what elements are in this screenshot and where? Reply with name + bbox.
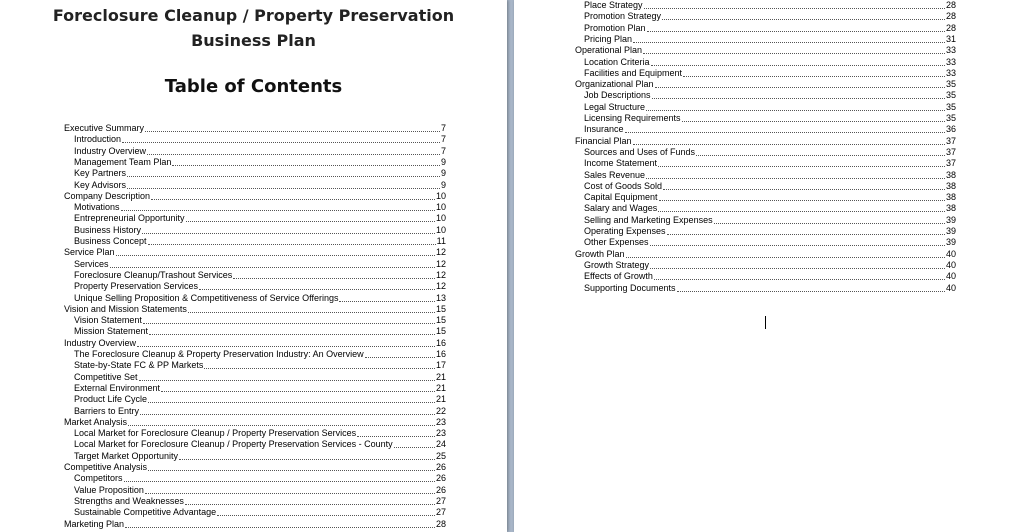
toc-entry-title: Capital Equipment [584, 192, 658, 203]
toc-entry[interactable] [584, 68, 956, 79]
toc-entry[interactable] [575, 136, 956, 147]
toc-entry[interactable] [74, 349, 446, 360]
toc-entry-title: Entrepreneurial Opportunity [74, 213, 185, 224]
toc-dot-leader [643, 45, 945, 54]
toc-entry-title: Organizational Plan [575, 79, 654, 90]
toc-entry-title: Promotion Strategy [584, 11, 662, 22]
toc-entry-page: 27 [435, 507, 446, 518]
toc-dot-leader [145, 123, 440, 132]
toc-dot-leader [651, 57, 945, 66]
toc-entry-page: 26 [435, 462, 446, 472]
toc-entry-title: Pricing Plan [584, 33, 633, 44]
toc-entry-page: 15 [435, 326, 446, 337]
toc-entry-page: 21 [435, 371, 446, 382]
toc-entry[interactable] [584, 226, 956, 237]
toc-dot-leader [652, 90, 945, 99]
toc-entry-page: 12 [435, 269, 446, 280]
text-cursor [765, 316, 766, 329]
toc-entry[interactable] [584, 23, 956, 34]
toc-dot-leader [147, 146, 440, 155]
toc-entry[interactable] [74, 202, 446, 213]
toc-entry-title: Other Expenses [584, 237, 649, 248]
toc-entry-title: Legal Structure [584, 101, 646, 112]
toc-entry-title: Competitive Set [74, 371, 138, 382]
toc-entry[interactable] [74, 406, 446, 417]
toc-entry-title: Product Life Cycle [74, 394, 148, 405]
toc-dot-leader [148, 236, 436, 245]
document-page-right [514, 0, 1024, 532]
toc-heading: Table of Contents [164, 76, 343, 97]
toc-entry-title: Management Team Plan [74, 156, 172, 167]
toc-entry[interactable] [64, 247, 446, 258]
toc-entry-page: 28 [945, 0, 956, 10]
toc-entry-page: 35 [945, 101, 956, 112]
toc-entry[interactable] [64, 304, 446, 315]
toc-dot-leader [185, 496, 435, 505]
toc-entry[interactable] [584, 271, 956, 282]
toc-entry-title: Income Statement [584, 158, 658, 169]
toc-dot-leader [172, 157, 440, 166]
toc-entry-page: 21 [435, 394, 446, 405]
toc-dot-leader [650, 237, 945, 246]
toc-entry[interactable] [64, 462, 446, 473]
toc-entry-page: 9 [440, 168, 446, 179]
toc-dot-leader [682, 113, 945, 122]
toc-entry-title: Cost of Goods Sold [584, 180, 663, 191]
toc-entry-title: Promotion Plan [584, 22, 646, 33]
toc-entry[interactable] [74, 473, 446, 484]
toc-entry-page: 37 [945, 146, 956, 157]
toc-dot-leader [124, 473, 435, 482]
toc-entry-title: External Environment [74, 382, 161, 393]
toc-entry-page: 39 [945, 226, 956, 236]
toc-entry-page: 16 [435, 349, 446, 359]
toc-entry-title: Market Analysis [64, 416, 128, 427]
toc-entry[interactable] [74, 146, 446, 157]
toc-dot-leader [127, 180, 440, 189]
toc-entry-title: Competitive Analysis [64, 462, 148, 472]
toc-entry[interactable] [74, 213, 446, 224]
toc-entry-page: 12 [435, 258, 446, 269]
toc-entry[interactable] [74, 157, 446, 168]
toc-entry[interactable] [74, 451, 446, 462]
toc-entry-title: Industry Overview [64, 337, 137, 348]
toc-entry[interactable] [74, 428, 446, 439]
toc-entry-page: 38 [945, 192, 956, 203]
toc-dot-leader [339, 293, 435, 302]
toc-dot-leader [357, 428, 435, 437]
toc-dot-leader [145, 485, 435, 494]
toc-entry-title: Value Proposition [74, 484, 144, 495]
toc-dot-leader [121, 202, 435, 211]
toc-entry[interactable] [64, 519, 446, 530]
toc-entry[interactable] [74, 507, 446, 518]
toc-entry-title: Growth Plan [575, 248, 625, 259]
toc-entry[interactable] [584, 11, 956, 22]
toc-entry[interactable] [575, 79, 956, 90]
toc-dot-leader [142, 225, 435, 234]
toc-entry-page: 38 [945, 180, 956, 191]
toc-entry-page: 31 [945, 33, 956, 44]
toc-entry-title: Job Descriptions [584, 90, 651, 101]
toc-entry[interactable] [64, 191, 446, 202]
toc-entry-title: Selling and Marketing Expenses [584, 214, 713, 225]
toc-entry[interactable] [74, 326, 446, 337]
toc-entry-title: Marketing Plan [64, 518, 125, 529]
toc-dot-leader [186, 213, 435, 222]
toc-entry-page: 40 [945, 282, 956, 293]
toc-entry-page: 15 [435, 315, 446, 326]
toc-entry-page: 22 [435, 405, 446, 416]
toc-entry-page: 37 [945, 158, 956, 169]
toc-dot-leader [125, 519, 435, 528]
toc-entry-page: 7 [440, 123, 446, 133]
toc-entry-page: 28 [945, 22, 956, 33]
toc-entry-page: 12 [435, 247, 446, 258]
toc-entry-title: Operating Expenses [584, 226, 666, 236]
toc-entry-page: 40 [945, 271, 956, 282]
toc-entry[interactable] [584, 283, 956, 294]
toc-dot-leader [662, 11, 945, 20]
document-title: Foreclosure Cleanup / Property Preservation [52, 6, 455, 25]
toc-entry-title: Financial Plan [575, 135, 632, 146]
toc-entry-title: Growth Strategy [584, 259, 650, 270]
toc-entry-page: 10 [435, 202, 446, 213]
document-page-left [0, 0, 507, 532]
toc-entry-page: 15 [435, 303, 446, 314]
toc-entry-title: The Foreclosure Cleanup & Property Preservation Industry: An Overview [74, 349, 364, 359]
toc-entry-page: 40 [945, 248, 956, 259]
toc-entry-page: 23 [435, 428, 446, 439]
toc-dot-leader [233, 270, 435, 279]
toc-entry-page: 9 [440, 156, 446, 167]
toc-entry[interactable] [64, 123, 446, 134]
toc-dot-leader [179, 451, 435, 460]
toc-entry[interactable] [74, 270, 446, 281]
toc-entry[interactable] [584, 113, 956, 124]
toc-entry[interactable] [74, 281, 446, 292]
toc-entry-title: Motivations [74, 202, 120, 213]
toc-entry-page: 24 [435, 439, 446, 450]
toc-entry-title: Licensing Requirements [584, 113, 681, 123]
toc-entry-title: Sustainable Competitive Advantage [74, 507, 217, 518]
toc-entry-title: Target Market Opportunity [74, 450, 179, 461]
toc-entry[interactable] [64, 338, 446, 349]
toc-entry-page: 23 [435, 416, 446, 427]
toc-entry-page: 35 [945, 79, 956, 90]
toc-entry[interactable] [74, 225, 446, 236]
toc-entry-title: Barriers to Entry [74, 405, 140, 416]
toc-entry-page: 9 [440, 179, 446, 190]
toc-entry[interactable] [74, 394, 446, 405]
toc-entry[interactable] [74, 134, 446, 145]
toc-entry-page: 12 [435, 281, 446, 292]
toc-entry-page: 27 [435, 495, 446, 506]
toc-entry[interactable] [74, 496, 446, 507]
toc-entry-title: Mission Statement [74, 326, 149, 337]
toc-entry-page: 28 [945, 11, 956, 22]
toc-dot-leader [204, 360, 435, 369]
toc-entry-title: Key Advisors [74, 179, 127, 190]
toc-entry-page: 35 [945, 113, 956, 123]
toc-entry-page: 11 [436, 236, 446, 246]
toc-entry-title: Location Criteria [584, 56, 650, 67]
toc-dot-leader [654, 271, 945, 280]
toc-entry-title: Sales Revenue [584, 169, 646, 180]
toc-dot-leader [644, 0, 945, 9]
toc-entry-title: Unique Selling Proposition & Competitiveness of Service Offerings [74, 292, 339, 303]
toc-entry-title: Local Market for Foreclosure Cleanup / Property Preservation Services [74, 428, 357, 439]
toc-entry[interactable] [575, 249, 956, 260]
toc-entry-title: Local Market for Foreclosure Cleanup / Property Preservation Services - County [74, 439, 393, 450]
toc-entry[interactable] [584, 90, 956, 101]
toc-entry-page: 39 [945, 237, 956, 248]
toc-entry[interactable] [584, 237, 956, 248]
toc-entry[interactable] [584, 215, 956, 226]
toc-entry-page: 21 [435, 382, 446, 393]
toc-entry-title: Property Preservation Services [74, 281, 199, 292]
toc-dot-leader [199, 281, 435, 290]
toc-entry-page: 38 [945, 203, 956, 214]
toc-entry[interactable] [74, 293, 446, 304]
toc-entry[interactable] [74, 360, 446, 371]
toc-entry[interactable] [584, 260, 956, 271]
toc-dot-leader [714, 215, 945, 224]
toc-entry[interactable] [584, 147, 956, 158]
toc-entry[interactable] [74, 168, 446, 179]
toc-dot-leader [625, 124, 945, 133]
toc-entry-page: 7 [440, 134, 446, 145]
toc-entry-page: 38 [945, 169, 956, 180]
toc-entry[interactable] [584, 34, 956, 45]
toc-entry-title: Services [74, 258, 109, 269]
toc-entry-page: 26 [435, 473, 446, 484]
toc-dot-leader [658, 203, 945, 212]
toc-entry[interactable] [64, 417, 446, 428]
toc-dot-leader [394, 439, 435, 448]
toc-dot-leader [646, 102, 945, 111]
toc-entry[interactable] [584, 57, 956, 68]
toc-entry-page: 13 [435, 292, 446, 303]
toc-entry-title: Vision and Mission Statements [64, 303, 187, 314]
toc-entry-page: 37 [945, 135, 956, 146]
toc-entry[interactable] [74, 439, 446, 450]
toc-dot-leader [658, 158, 945, 167]
toc-entry-page: 39 [945, 214, 956, 225]
toc-dot-leader [655, 79, 945, 88]
toc-dot-leader [696, 147, 945, 156]
toc-entry-title: Operational Plan [575, 45, 643, 56]
toc-entry-title: Strengths and Weaknesses [74, 495, 184, 506]
toc-dot-leader [646, 170, 945, 179]
toc-entry-title: Service Plan [64, 247, 115, 258]
toc-entry[interactable] [584, 181, 956, 192]
toc-entry-page: 17 [435, 360, 446, 371]
toc-entry[interactable] [584, 102, 956, 113]
toc-entry-title: Executive Summary [64, 123, 145, 133]
toc-dot-leader [143, 315, 435, 324]
toc-entry[interactable] [575, 45, 956, 56]
toc-dot-leader [633, 136, 945, 145]
toc-dot-leader [149, 326, 435, 335]
toc-entry[interactable] [74, 315, 446, 326]
toc-entry-title: Place Strategy [584, 0, 643, 10]
toc-entry-title: Salary and Wages [584, 203, 658, 214]
toc-entry-title: Key Partners [74, 168, 127, 179]
toc-entry-page: 36 [945, 124, 956, 135]
toc-entry[interactable] [74, 485, 446, 496]
toc-entry-title: Company Description [64, 190, 151, 201]
toc-entry[interactable] [584, 203, 956, 214]
toc-entry-page: 33 [945, 67, 956, 78]
toc-entry[interactable] [74, 383, 446, 394]
toc-dot-leader [667, 226, 945, 235]
toc-entry-page: 10 [435, 213, 446, 224]
toc-dot-leader [137, 338, 435, 347]
toc-entry-page: 16 [435, 337, 446, 348]
toc-entry-title: Industry Overview [74, 145, 147, 156]
toc-entry-title: Insurance [584, 124, 624, 135]
toc-dot-leader [139, 372, 435, 381]
toc-dot-leader [161, 383, 435, 392]
toc-entry-page: 26 [435, 484, 446, 495]
toc-entry-title: Supporting Documents [584, 282, 676, 293]
toc-dot-leader [365, 349, 435, 358]
toc-dot-leader [683, 68, 945, 77]
toc-dot-leader [151, 191, 435, 200]
toc-entry[interactable] [584, 192, 956, 203]
toc-entry-title: Business Concept [74, 236, 147, 246]
toc-entry[interactable] [74, 372, 446, 383]
toc-entry-title: Effects of Growth [584, 271, 653, 282]
toc-dot-leader [128, 417, 435, 426]
toc-entry-page: 28 [435, 518, 446, 529]
toc-entry-page: 33 [945, 45, 956, 56]
toc-dot-leader [116, 247, 435, 256]
toc-dot-leader [140, 406, 435, 415]
toc-dot-leader [633, 34, 945, 43]
toc-dot-leader [110, 259, 435, 268]
toc-entry-title: Business History [74, 224, 142, 235]
toc-entry[interactable] [584, 158, 956, 169]
toc-dot-leader [626, 249, 945, 258]
toc-entry-title: Introduction [74, 134, 122, 145]
toc-entry[interactable] [74, 236, 446, 247]
toc-entry-title: State-by-State FC & PP Markets [74, 360, 204, 371]
toc-entry-page: 33 [945, 56, 956, 67]
toc-entry-page: 40 [945, 259, 956, 270]
toc-entry-title: Facilities and Equipment [584, 67, 683, 78]
toc-dot-leader [127, 168, 440, 177]
toc-entry-title: Foreclosure Cleanup/Trashout Services [74, 269, 233, 280]
toc-entry-page: 10 [435, 190, 446, 201]
toc-dot-leader [677, 283, 945, 292]
toc-dot-leader [148, 394, 435, 403]
toc-entry-title: Sources and Uses of Funds [584, 146, 696, 157]
toc-dot-leader [188, 304, 435, 313]
toc-dot-leader [659, 192, 945, 201]
toc-entry[interactable] [584, 170, 956, 181]
toc-entry[interactable] [584, 124, 956, 135]
toc-entry-title: Vision Statement [74, 315, 142, 326]
toc-entry-page: 7 [440, 145, 446, 156]
toc-entry[interactable] [74, 180, 446, 191]
toc-dot-leader [650, 260, 945, 269]
document-subtitle: Business Plan [191, 31, 316, 50]
toc-dot-leader [647, 23, 945, 32]
toc-dot-leader [217, 507, 435, 516]
toc-entry-title: Competitors [74, 473, 123, 484]
toc-entry[interactable] [74, 259, 446, 270]
toc-entry-page: 10 [435, 224, 446, 235]
toc-dot-leader [148, 462, 435, 471]
toc-entry[interactable] [584, 0, 956, 11]
toc-entry-page: 35 [945, 90, 956, 101]
toc-dot-leader [663, 181, 945, 190]
toc-entry-page: 25 [435, 450, 446, 461]
toc-dot-leader [122, 134, 440, 143]
